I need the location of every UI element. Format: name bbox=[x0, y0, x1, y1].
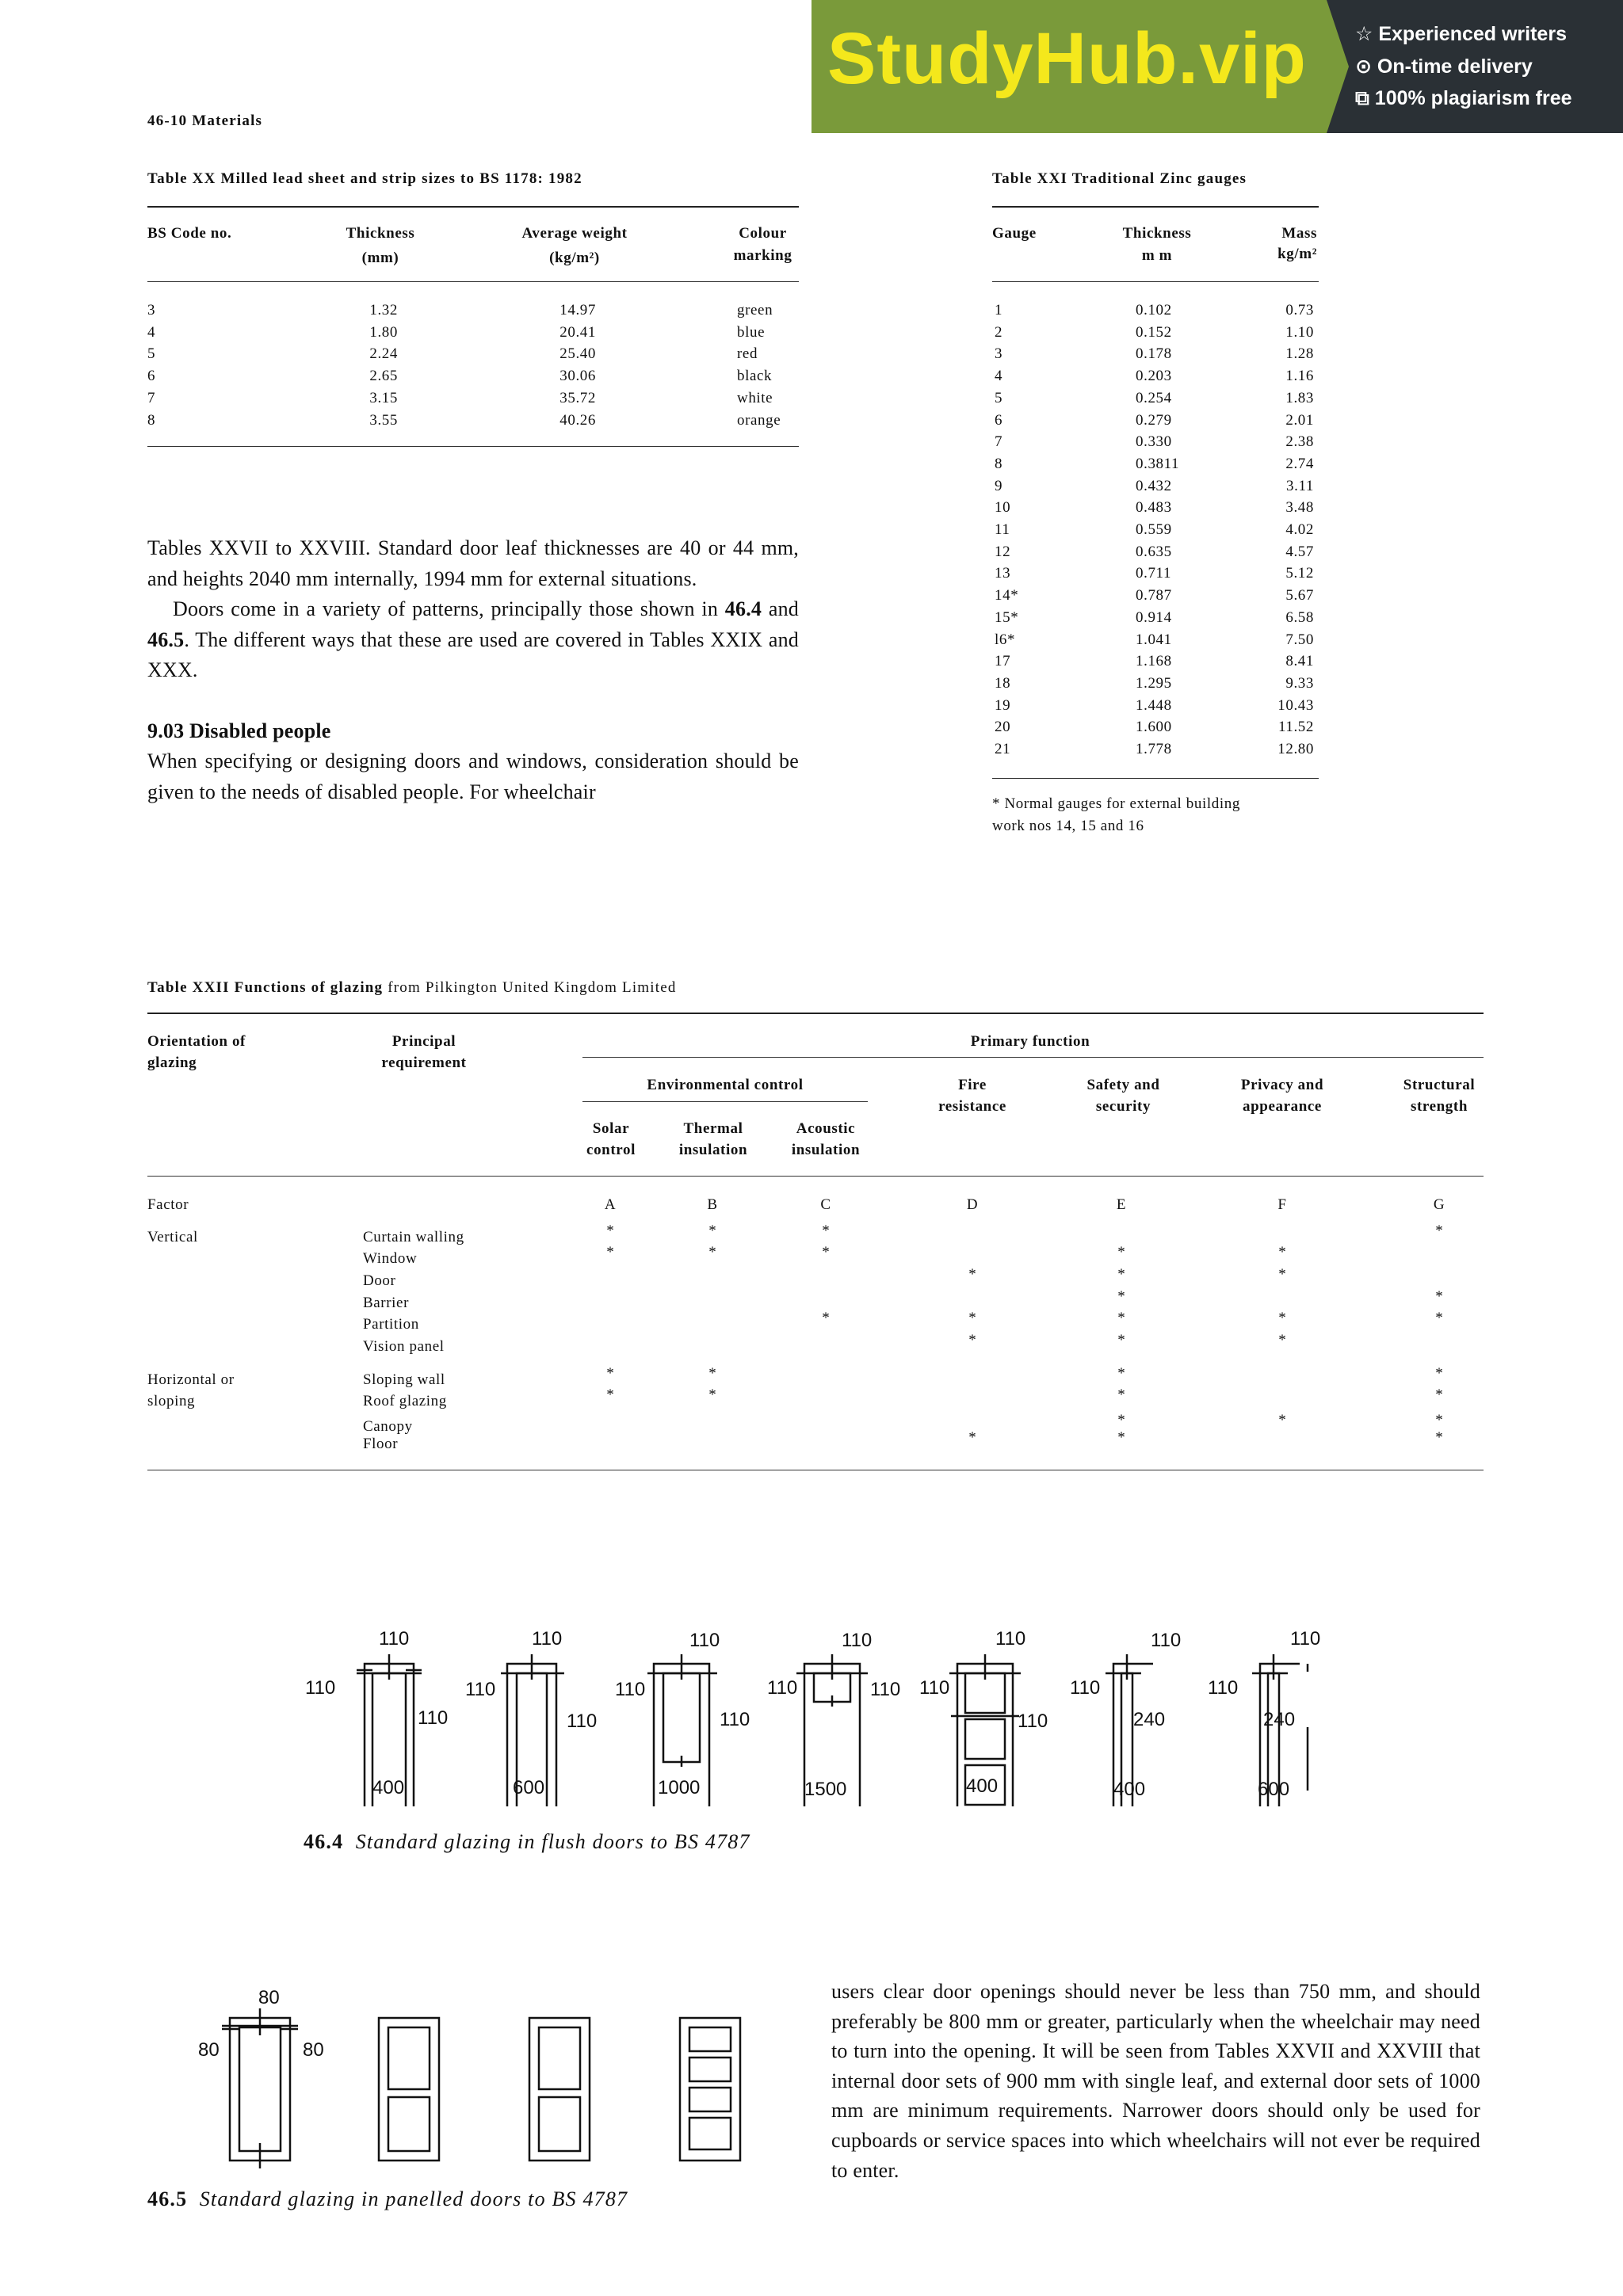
table21-cell-thickness: 0.559 bbox=[1136, 521, 1172, 538]
table20-cell-thickness: 2.24 bbox=[369, 345, 398, 363]
table20-cell-weight: 40.26 bbox=[559, 411, 596, 429]
table21-cell-mass: 2.74 bbox=[1285, 455, 1314, 472]
table21-cell-gauge: 17 bbox=[995, 653, 1011, 670]
table21-cell-mass: 5.67 bbox=[1285, 587, 1314, 605]
table22-factor-b: B bbox=[707, 1196, 718, 1213]
table22-function-mark: * bbox=[606, 1222, 614, 1239]
table21-cell-mass: 1.16 bbox=[1285, 368, 1314, 385]
table22-group-horizontal-2: sloping bbox=[147, 1393, 196, 1409]
figure-46-4-caption-text: Standard glazing in flush doors to BS 4787 bbox=[355, 1830, 750, 1853]
d5-bottom: 400 bbox=[966, 1775, 999, 1797]
table22-function-mark: * bbox=[968, 1310, 976, 1326]
table21-cell-gauge: 8 bbox=[995, 455, 1003, 472]
figure-ref-46-5[interactable]: 46.5 bbox=[147, 627, 185, 651]
table21-cell-thickness: 1.600 bbox=[1136, 719, 1172, 736]
table22-function-mark: * bbox=[1278, 1412, 1286, 1428]
paragraph-disabled-people: When specifying or designing doors and windows, consideration should be given to the needs of disabled people. For wheelchair bbox=[147, 749, 799, 803]
table21-cell-thickness: 1.448 bbox=[1136, 696, 1172, 714]
table21-rule-mid bbox=[992, 281, 1319, 282]
figure-46-4-caption bbox=[304, 1830, 750, 1854]
d4-left: 110 bbox=[767, 1677, 798, 1699]
table21-cell-gauge: 1 bbox=[995, 302, 1003, 318]
table22-function-mark: * bbox=[1117, 1365, 1125, 1382]
table22-factor-f: F bbox=[1277, 1196, 1287, 1213]
table21-rule-bottom bbox=[992, 778, 1319, 779]
table21-header-mass-unit: kg/m² bbox=[1277, 246, 1317, 262]
table20-cell-colour: white bbox=[737, 389, 773, 406]
table20-cell-thickness: 1.32 bbox=[369, 302, 398, 318]
table21-cell-mass: 1.28 bbox=[1285, 345, 1314, 363]
table21-cell-thickness: 0.3811 bbox=[1136, 455, 1180, 472]
table21-cell-thickness: 0.914 bbox=[1136, 608, 1172, 626]
paragraph-wheelchair-openings: users clear door openings should never be less than 750 mm, and should preferably be 800 mm or greater, particularly when the wheelchair may need to turn into the opening. It will be seen from Tables XXVII and XXVIII that internal door sets of 900 mm with single leaf, and external door sets of 1000 mm are minimum requirements. Narrower doors should only be used for cupboards or service spaces into which wheelchairs will not ever be required to enter. bbox=[831, 1980, 1480, 2182]
d7-right: 240 bbox=[1263, 1709, 1296, 1730]
table21-cell-gauge: l6* bbox=[995, 631, 1016, 648]
table21-cell-mass: 3.11 bbox=[1286, 477, 1314, 494]
table22-factor-c: C bbox=[820, 1196, 831, 1213]
table22-function-mark: * bbox=[606, 1244, 614, 1261]
table20-cell-code: 4 bbox=[147, 323, 156, 341]
d3-top: 110 bbox=[689, 1630, 720, 1651]
table22-function-mark: * bbox=[1278, 1266, 1286, 1283]
d6-right: 240 bbox=[1133, 1709, 1166, 1730]
table21-cell-gauge: 10 bbox=[995, 499, 1011, 517]
table21-cell-gauge: 12 bbox=[995, 543, 1011, 560]
d1-right: 110 bbox=[418, 1707, 449, 1729]
table22-header-solar-2: control bbox=[586, 1142, 636, 1158]
figure-46-5-ref: 46.5 bbox=[147, 2187, 188, 2210]
table21-cell-gauge: 4 bbox=[995, 368, 1003, 385]
table21-cell-mass: 1.83 bbox=[1285, 389, 1314, 406]
table20-header-weight-unit: (kg/m²) bbox=[549, 250, 600, 266]
table21-header-thickness: Thickness bbox=[1122, 225, 1192, 242]
table22-function-mark: * bbox=[1117, 1266, 1125, 1283]
table20-rule-bottom bbox=[147, 446, 799, 447]
table20-cell-colour: green bbox=[737, 302, 773, 318]
table21-cell-gauge: 3 bbox=[995, 345, 1003, 363]
figure-46-4-drawing bbox=[293, 1616, 1347, 1806]
table21-cell-gauge: 19 bbox=[995, 696, 1011, 714]
table22-factor-e: E bbox=[1116, 1196, 1127, 1213]
table22-requirement-label: Partition bbox=[363, 1316, 419, 1333]
table22-requirement-label: Floor bbox=[363, 1436, 399, 1452]
table22-requirement-label: Barrier bbox=[363, 1295, 409, 1311]
table20-cell-weight: 30.06 bbox=[559, 368, 596, 385]
table21-cell-mass: 3.48 bbox=[1285, 499, 1314, 517]
figure-46-5-caption bbox=[147, 2187, 628, 2211]
body-text-right bbox=[831, 1977, 1480, 2185]
table22-function-mark: * bbox=[1117, 1412, 1125, 1428]
table22-factor-a: A bbox=[604, 1196, 617, 1213]
table22-header-orientation-2: glazing bbox=[147, 1055, 197, 1071]
table22-function-mark: * bbox=[822, 1222, 830, 1239]
table22-group-horizontal: Horizontal or bbox=[147, 1371, 235, 1388]
table21-cell-mass: 10.43 bbox=[1277, 696, 1314, 714]
d7-bottom: 600 bbox=[1258, 1779, 1290, 1800]
table22-requirement-label: Roof glazing bbox=[363, 1393, 447, 1409]
table22-rule-primary bbox=[582, 1057, 1484, 1058]
table20-header-thickness-unit: (mm) bbox=[361, 250, 399, 266]
table21-header-mass: Mass bbox=[1281, 225, 1317, 242]
table22-header-principal: Principal bbox=[391, 1033, 456, 1050]
table22-header-acoustic-2: insulation bbox=[791, 1142, 861, 1158]
paragraph-door-thickness: Tables XXVII to XXVIII. Standard door leaf thicknesses are 40 or 44 mm, and heights 2040 mm internally, 1994 mm for external situations. bbox=[147, 536, 799, 590]
table21-header-thickness-unit: m m bbox=[1141, 247, 1173, 264]
banner-logo[interactable]: StudyHub.vip bbox=[827, 18, 1307, 99]
table22-header-structural: Structural bbox=[1403, 1077, 1476, 1093]
table21-cell-thickness: 1.295 bbox=[1136, 674, 1172, 692]
table21-cell-gauge: 21 bbox=[995, 741, 1011, 757]
table22-function-mark: * bbox=[708, 1244, 716, 1261]
table21-cell-mass: 2.38 bbox=[1285, 433, 1314, 451]
table20-rule-top bbox=[147, 206, 799, 208]
table20-header-code: BS Code no. bbox=[147, 225, 232, 242]
table22-function-mark: * bbox=[1435, 1412, 1443, 1428]
table22-function-mark: * bbox=[968, 1266, 976, 1283]
table21-cell-thickness: 0.787 bbox=[1136, 587, 1172, 605]
table20-title: Table XX Milled lead sheet and strip sizes to BS 1178: 1982 bbox=[147, 170, 582, 187]
table21-cell-mass: 5.12 bbox=[1285, 565, 1314, 582]
banner-feature-plagiarism: ⧉ 100% plagiarism free bbox=[1355, 87, 1572, 109]
table22-header-orientation: Orientation of bbox=[147, 1033, 246, 1050]
table22-header-thermal-2: insulation bbox=[678, 1142, 748, 1158]
table22-function-mark: * bbox=[1117, 1386, 1125, 1403]
table22-function-mark: * bbox=[708, 1222, 716, 1239]
d7-top: 110 bbox=[1290, 1628, 1321, 1650]
table20-cell-colour: blue bbox=[737, 323, 766, 341]
d2-right: 110 bbox=[567, 1711, 598, 1732]
d1-left: 110 bbox=[305, 1677, 336, 1699]
d3-right: 110 bbox=[720, 1709, 750, 1730]
table22-function-mark: * bbox=[1435, 1365, 1443, 1382]
advert-banner[interactable] bbox=[812, 0, 1623, 133]
table22-requirement-label: Door bbox=[363, 1272, 396, 1289]
table21-cell-gauge: 9 bbox=[995, 477, 1003, 494]
table22-function-mark: * bbox=[1117, 1244, 1125, 1261]
figure-ref-46-4[interactable]: 46.4 bbox=[724, 597, 762, 620]
table22-rule-environmental bbox=[582, 1101, 868, 1102]
table22-function-mark: * bbox=[968, 1332, 976, 1348]
d6-bottom: 400 bbox=[1113, 1779, 1146, 1800]
section-heading-disabled-people: 9.03 Disabled people bbox=[147, 719, 331, 742]
table22-function-mark: * bbox=[708, 1365, 716, 1382]
d2-top: 110 bbox=[532, 1628, 563, 1650]
table20-cell-code: 7 bbox=[147, 389, 156, 406]
table20-cell-weight: 20.41 bbox=[559, 323, 596, 341]
fig465-dim-right: 80 bbox=[303, 2039, 324, 2061]
table20-cell-thickness: 2.65 bbox=[369, 368, 398, 385]
paragraph-door-patterns-c: . The different ways that these are used are covered in Tables XXIX and XXX. bbox=[147, 627, 799, 681]
table22-header-requirement: requirement bbox=[381, 1055, 467, 1071]
table21-cell-thickness: 0.178 bbox=[1136, 345, 1172, 363]
table22-factor-d: D bbox=[966, 1196, 979, 1213]
table22-factor-label: Factor bbox=[147, 1196, 189, 1213]
table20-rule-mid bbox=[147, 281, 799, 282]
table22-requirement-label: Curtain walling bbox=[363, 1229, 464, 1245]
table22-function-mark: * bbox=[968, 1429, 976, 1446]
table22-rule-top bbox=[147, 1013, 1484, 1014]
d3-left: 110 bbox=[615, 1679, 646, 1700]
table22-header-environmental: Environmental control bbox=[647, 1077, 804, 1093]
table22-requirement-label: Canopy bbox=[363, 1418, 413, 1435]
table22-requirement-label: Window bbox=[363, 1250, 418, 1267]
table22-function-mark: * bbox=[822, 1310, 830, 1326]
table22-function-mark: * bbox=[1435, 1288, 1443, 1305]
table22-function-mark: * bbox=[1435, 1222, 1443, 1239]
table22-function-mark: * bbox=[606, 1386, 614, 1403]
table22-header-safety-2: security bbox=[1095, 1098, 1151, 1115]
table21-cell-gauge: 5 bbox=[995, 389, 1003, 406]
d4-right: 110 bbox=[870, 1679, 901, 1700]
figure-46-5-caption-text: Standard glazing in panelled doors to BS 4787 bbox=[199, 2187, 628, 2210]
table21-cell-mass: 8.41 bbox=[1285, 653, 1314, 670]
table20-cell-thickness: 3.15 bbox=[369, 389, 398, 406]
paragraph-door-patterns-a: Doors come in a variety of patterns, principally those shown in bbox=[173, 597, 725, 620]
table21-cell-thickness: 0.330 bbox=[1136, 433, 1172, 451]
table22-function-mark: * bbox=[1278, 1310, 1286, 1326]
table20-cell-code: 3 bbox=[147, 302, 156, 318]
fig465-dim-top: 80 bbox=[258, 1987, 280, 2008]
d4-top: 110 bbox=[842, 1630, 873, 1651]
fig465-dim-left: 80 bbox=[198, 2039, 220, 2061]
table22-header-solar: Solar bbox=[592, 1120, 630, 1137]
table22-function-mark: * bbox=[1435, 1386, 1443, 1403]
table22-title-bold: Table XXII Functions of glazing bbox=[147, 979, 384, 996]
d7-left: 110 bbox=[1208, 1677, 1239, 1699]
table20-cell-code: 5 bbox=[147, 345, 156, 363]
table22-factor-g: G bbox=[1433, 1196, 1445, 1213]
table22-requirement-label: Sloping wall bbox=[363, 1371, 445, 1388]
table22-function-mark: * bbox=[1435, 1310, 1443, 1326]
banner-feature-delivery: ⊙ On-time delivery bbox=[1355, 55, 1533, 78]
d2-bottom: 600 bbox=[513, 1777, 545, 1798]
table22-title bbox=[147, 979, 677, 997]
table22-function-mark: * bbox=[1435, 1429, 1443, 1446]
table21-rule-top bbox=[992, 206, 1319, 208]
table21-cell-thickness: 0.254 bbox=[1136, 389, 1172, 406]
table22-header-thermal: Thermal bbox=[683, 1120, 743, 1137]
d1-top: 110 bbox=[379, 1628, 410, 1650]
table20-header-colour: Colour bbox=[739, 225, 787, 242]
table22-header-structural-2: strength bbox=[1410, 1098, 1468, 1115]
table20-cell-weight: 14.97 bbox=[559, 302, 596, 318]
table22-function-mark: * bbox=[1278, 1244, 1286, 1261]
table22-header-primary-function: Primary function bbox=[970, 1033, 1090, 1050]
table21-cell-gauge: 2 bbox=[995, 323, 1003, 341]
table22-function-mark: * bbox=[1117, 1288, 1125, 1305]
d3-bottom: 1000 bbox=[658, 1777, 701, 1798]
table20-cell-code: 6 bbox=[147, 368, 156, 385]
figure-46-5-drawing bbox=[190, 1985, 761, 2175]
table20-cell-weight: 25.40 bbox=[559, 345, 596, 363]
table22-header-acoustic: Acoustic bbox=[796, 1120, 856, 1137]
table21-cell-thickness: 0.152 bbox=[1136, 323, 1172, 341]
table21-cell-mass: 1.10 bbox=[1285, 323, 1314, 341]
figure-46-4-ref: 46.4 bbox=[304, 1830, 344, 1853]
table21-note-line1: * Normal gauges for external building bbox=[992, 795, 1240, 812]
table21-cell-gauge: 20 bbox=[995, 719, 1011, 736]
table21-cell-gauge: 14* bbox=[995, 587, 1019, 605]
table22-function-mark: * bbox=[1117, 1310, 1125, 1326]
table20-cell-code: 8 bbox=[147, 411, 156, 429]
table21-title: Table XXI Traditional Zinc gauges bbox=[992, 170, 1247, 187]
table22-function-mark: * bbox=[1117, 1332, 1125, 1348]
table22-function-mark: * bbox=[606, 1365, 614, 1382]
table22-header-fire: Fire bbox=[958, 1077, 987, 1093]
table22-header-privacy-2: appearance bbox=[1243, 1098, 1322, 1115]
table20-header-marking: marking bbox=[733, 247, 792, 264]
table22-requirement-label: Vision panel bbox=[363, 1338, 445, 1355]
table21-cell-gauge: 11 bbox=[995, 521, 1010, 538]
table22-function-mark: * bbox=[1278, 1332, 1286, 1348]
d1-bottom: 400 bbox=[372, 1777, 405, 1798]
table22-function-mark: * bbox=[708, 1386, 716, 1403]
table22-function-mark: * bbox=[822, 1244, 830, 1261]
table21-cell-thickness: 0.711 bbox=[1136, 565, 1172, 582]
d5-right: 110 bbox=[1018, 1711, 1048, 1732]
d4-bottom: 1500 bbox=[804, 1779, 847, 1800]
table22-rule-mid bbox=[147, 1176, 1484, 1177]
table21-note-line2: work nos 14, 15 and 16 bbox=[992, 818, 1144, 834]
table21-cell-gauge: 13 bbox=[995, 565, 1011, 582]
body-text-left bbox=[147, 533, 799, 807]
table21-cell-mass: 7.50 bbox=[1285, 631, 1314, 648]
table20-cell-thickness: 3.55 bbox=[369, 411, 398, 429]
table21-cell-mass: 11.52 bbox=[1277, 719, 1314, 736]
table21-cell-gauge: 7 bbox=[995, 433, 1003, 451]
table20-cell-colour: red bbox=[737, 345, 758, 363]
table21-cell-thickness: 1.168 bbox=[1136, 653, 1172, 670]
table21-cell-gauge: 15* bbox=[995, 608, 1019, 626]
table21-cell-mass: 9.33 bbox=[1285, 674, 1314, 692]
banner-arrow bbox=[1327, 0, 1349, 133]
table21-cell-thickness: 1.778 bbox=[1136, 741, 1172, 757]
d5-left: 110 bbox=[919, 1677, 950, 1699]
table21-cell-thickness: 0.102 bbox=[1136, 302, 1172, 318]
table21-cell-gauge: 18 bbox=[995, 674, 1011, 692]
paragraph-door-patterns bbox=[147, 594, 799, 686]
table21-cell-thickness: 0.279 bbox=[1136, 411, 1172, 429]
table21-cell-mass: 2.01 bbox=[1285, 411, 1314, 429]
paragraph-door-patterns-b: and bbox=[762, 597, 800, 620]
table21-cell-gauge: 6 bbox=[995, 411, 1003, 429]
table22-header-fire-2: resistance bbox=[938, 1098, 1006, 1115]
table21-cell-thickness: 0.432 bbox=[1136, 477, 1172, 494]
table20-header-weight: Average weight bbox=[521, 225, 628, 242]
table20-cell-colour: orange bbox=[737, 411, 781, 429]
table21-cell-thickness: 0.203 bbox=[1136, 368, 1172, 385]
table21-cell-mass: 4.57 bbox=[1285, 543, 1314, 560]
running-head: 46-10 Materials bbox=[147, 113, 263, 129]
table20-cell-weight: 35.72 bbox=[559, 389, 596, 406]
table22-header-privacy: Privacy and bbox=[1240, 1077, 1324, 1093]
d6-left: 110 bbox=[1070, 1677, 1101, 1699]
table20-cell-thickness: 1.80 bbox=[369, 323, 398, 341]
table21-cell-thickness: 0.483 bbox=[1136, 499, 1172, 517]
table22-function-mark: * bbox=[1117, 1429, 1125, 1446]
table21-cell-mass: 6.58 bbox=[1285, 608, 1314, 626]
table21-cell-mass: 12.80 bbox=[1277, 741, 1314, 757]
table22-group-vertical: Vertical bbox=[147, 1229, 198, 1245]
table20-cell-colour: black bbox=[737, 368, 773, 385]
d5-top: 110 bbox=[995, 1628, 1026, 1650]
table21-cell-thickness: 0.635 bbox=[1136, 543, 1172, 560]
table21-header-gauge: Gauge bbox=[992, 225, 1037, 242]
table21-cell-mass: 0.73 bbox=[1285, 302, 1314, 318]
table21-cell-mass: 4.02 bbox=[1285, 521, 1314, 538]
banner-feature-writers: ☆ Experienced writers bbox=[1355, 23, 1567, 45]
table21-cell-thickness: 1.041 bbox=[1136, 631, 1172, 648]
d2-left: 110 bbox=[465, 1679, 496, 1700]
d6-top: 110 bbox=[1151, 1630, 1182, 1651]
table22-header-safety: Safety and bbox=[1086, 1077, 1160, 1093]
table22-title-source: from Pilkington United Kingdom Limited bbox=[383, 979, 677, 996]
table20-header-thickness: Thickness bbox=[346, 225, 415, 242]
